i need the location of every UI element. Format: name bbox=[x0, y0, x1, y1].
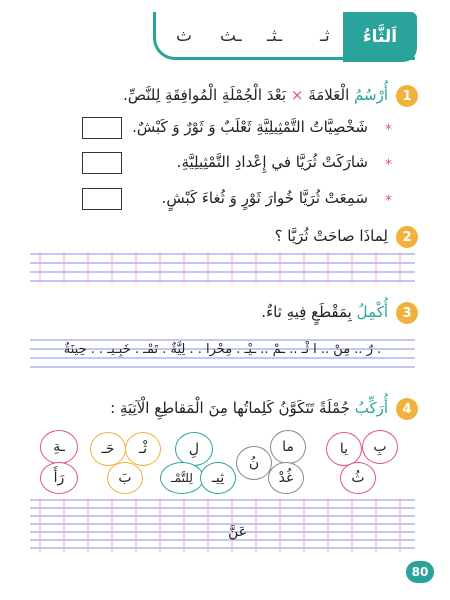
statement-3: سَمِعَتْ ثُرَيَّا خُوارَ ثَوْرٍ وَ ثُغاءَ كَبْشٍ. bbox=[161, 189, 368, 207]
statement-2: شارَكَتْ ثُرَيَّا في إِعْدادِ التَّمْثِيلِيَّةِ. bbox=[176, 153, 368, 171]
writing-lines-q4[interactable] bbox=[30, 498, 415, 554]
syllable-circle: نُ bbox=[236, 446, 272, 480]
statement-1: شَخْصِيَّاتُ التَّمْثِيلِيَّةِ ثَعْلَبٌ وَ ثَوْرٌ وَ كَبْشٌ. bbox=[132, 118, 368, 136]
q1-text-b: بَعْدَ الْجُمْلَةِ الْمُوافِقَةِ لِلنَّصِّ. bbox=[123, 86, 287, 104]
cross-mark-icon: × bbox=[290, 86, 304, 104]
syllable-circle: رَأَ bbox=[40, 462, 78, 494]
syllable-circle: بِ bbox=[362, 430, 398, 464]
syllable-circle: ثِيـ bbox=[200, 462, 236, 494]
question-2-text: لِماذَا صاحَتْ ثُرَيَّا ؟ bbox=[274, 227, 388, 245]
q1-verb: أُرْسُمُ bbox=[354, 86, 388, 104]
q4-text: جُمْلَةً تَتَكَوَّنُ كَلِماتُها مِنَ الْمَقاطِعِ الْآتِيَةِ : bbox=[110, 399, 350, 417]
syllable-circle: حَـ bbox=[90, 432, 126, 466]
letter-form-final: ـث bbox=[220, 26, 242, 46]
bullet-star-icon: * bbox=[385, 122, 392, 138]
q4-example-word: عَنَّ bbox=[228, 524, 248, 540]
syllable-circle: لِلتَّمْـ bbox=[160, 462, 204, 494]
answer-box-1[interactable] bbox=[82, 117, 122, 139]
question-2-badge: 2 bbox=[396, 226, 418, 248]
letter-form-medial: ـثـ bbox=[267, 26, 283, 46]
syllable-circle: ما bbox=[270, 430, 306, 464]
syllable-circle: غُدْ bbox=[268, 462, 304, 494]
answer-box-2[interactable] bbox=[82, 152, 122, 174]
bullet-star-icon: * bbox=[385, 157, 392, 173]
page-number: 80 bbox=[406, 561, 434, 583]
syllable-circle: بَ bbox=[107, 462, 143, 494]
question-1-badge: 1 bbox=[396, 85, 418, 107]
syllable-circle: يا bbox=[326, 432, 362, 466]
q1-text-a: الْعَلامَةَ bbox=[308, 86, 350, 104]
syllable-circle: ثُ bbox=[340, 462, 376, 494]
q3-verb: أُكْمِلُ bbox=[356, 303, 388, 321]
syllable-circle: لِ bbox=[175, 432, 213, 466]
syllable-circle: ثْـ bbox=[125, 432, 161, 466]
question-4-badge: 4 bbox=[396, 398, 418, 420]
letter-form-isolated: ث bbox=[176, 26, 193, 46]
writing-lines-q2[interactable] bbox=[30, 252, 415, 284]
letter-form-initial: ثـ bbox=[320, 26, 330, 46]
question-4-instruction bbox=[110, 399, 388, 417]
bullet-star-icon: * bbox=[385, 193, 392, 209]
question-1-instruction bbox=[123, 86, 388, 104]
q4-verb: أُرَكِّبُ bbox=[354, 399, 388, 417]
syllable-circle: ـةِ bbox=[40, 430, 78, 464]
answer-box-3[interactable] bbox=[82, 188, 122, 210]
q3-text: بِمَقْطَعٍ فِيهِ ثاءٌ. bbox=[261, 303, 352, 321]
q3-syllable-line: . رٌ .. مِنْ .. ا ثْـ .. ـمْ .. ـيْـ . مِحْرا . . لِيَّةٌ . تَمْـ . خَبِـيـ . . حِينَةٌ bbox=[63, 342, 382, 357]
question-3-instruction bbox=[261, 303, 388, 321]
header-title: اَلثَّاءُ bbox=[343, 12, 417, 62]
question-3-badge: 3 bbox=[396, 302, 418, 324]
